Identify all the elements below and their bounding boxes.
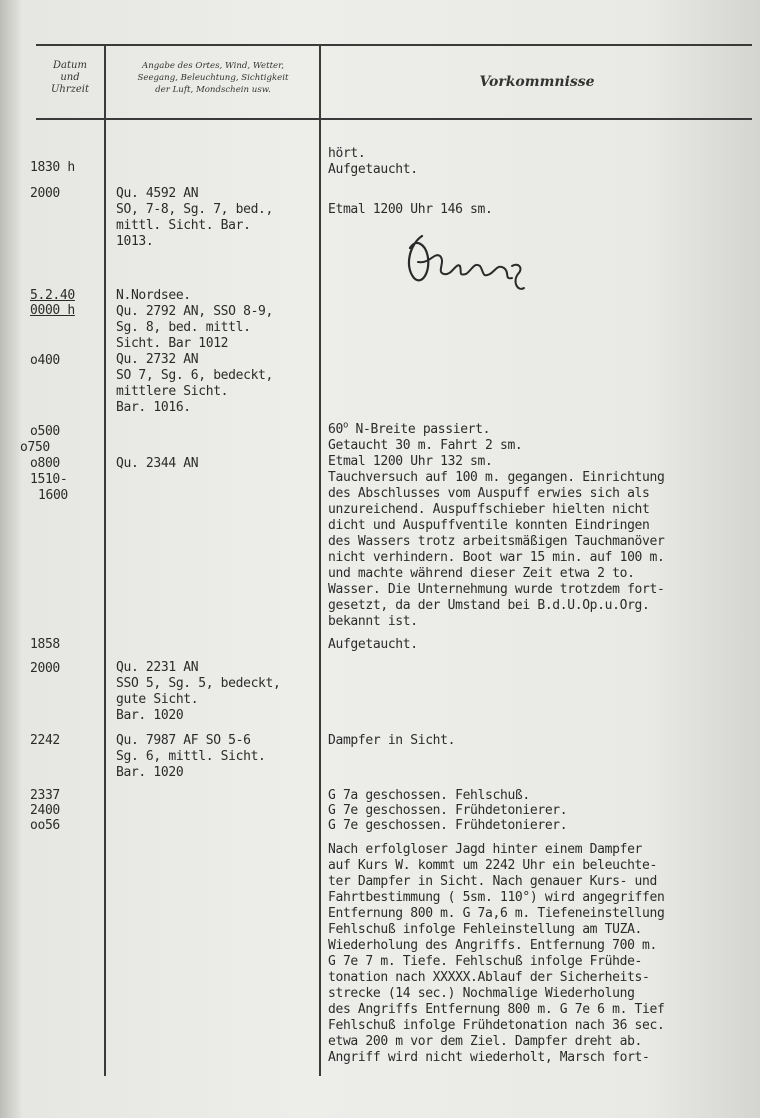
date-entry: o800 [30,456,60,471]
event-line: Tauchversuch auf 100 m. gegangen. Einrichtung [328,470,665,485]
event-line: Wiederholung des Angriffs. Entfernung 700 m. [328,938,657,953]
date-entry: 2242 [30,733,60,748]
position-line: Bar. 1020 [116,765,184,780]
event-line: ter Dampfer in Sicht. Nach genauer Kurs- und [328,874,657,889]
position-line: Bar. 1016. [116,400,191,415]
date-entry: oo56 [30,818,60,833]
event-line: unzureichend. Auspuffschieber hielten nicht [328,502,650,517]
date-entry: 5.2.40 [30,288,75,303]
event-line: strecke (14 sec.) Nochmalige Wiederholung [328,986,635,1001]
event-line: etwa 200 m vor dem Ziel. Dampfer dreht ab. [328,1034,643,1049]
position-line: Qu. 7987 AF SO 5-6 [116,733,251,748]
position-line: Bar. 1020 [116,708,184,723]
position-line: N.Nordsee. [116,288,191,303]
date-entry: 0000 h [30,303,75,318]
event-line: Etmal 1200 Uhr 146 sm. [328,202,493,217]
event-line: und machte während dieser Zeit etwa 2 to. [328,566,635,581]
position-line: 1013. [116,234,154,249]
position-line: Sg. 8, bed. mittl. [116,320,251,335]
event-line: 60$^o$ N-Breite passiert. [328,420,491,437]
event-line: Aufgetaucht. [328,162,418,177]
date-entry: o400 [30,353,60,368]
position-line: SO 7, Sg. 6, bedeckt, [116,368,274,383]
event-line: Fahrtbestimmung ( 5sm. 110°) wird angegriffen [328,890,665,905]
event-line: Dampfer in Sicht. [328,733,456,748]
event-line: auf Kurs W. kommt um 2242 Uhr ein beleuchte- [328,858,657,873]
header-position: Angabe des Ortes, Wind, Wetter, Seegang, Beleuchtung, Sichtigkeit der Luft, Mondschein usw. [137,61,289,95]
position-line: Qu. 2231 AN [116,660,199,675]
date-entry: 1510- [30,472,68,487]
event-line: Wasser. Die Unternehmung wurde trotzdem fort- [328,582,665,597]
event-line: Fehlschuß infolge Frühdetonation nach 36 sec. [328,1018,665,1033]
event-line: bekannt ist. [328,614,418,629]
event-line: G 7e geschossen. Frühdetonierer. [328,818,568,833]
position-line: gute Sicht. [116,692,199,707]
position-line: SSO 5, Sg. 5, bedeckt, [116,676,281,691]
position-line: Qu. 2732 AN [116,352,199,367]
position-line: mittlere Sicht. [116,384,229,399]
event-line: Etmal 1200 Uhr 132 sm. [328,454,493,469]
event-line: gesetzt, da der Umstand bei B.d.U.Op.u.Org. [328,598,650,613]
event-line: G 7e 7 m. Tiefe. Fehlschuß infolge Frühde- [328,954,643,969]
event-line: nicht verhindern. Boot war 15 min. auf 100 m. [328,550,665,565]
date-entry: 2000 [30,661,60,676]
position-line: Sg. 6, mittl. Sicht. [116,749,266,764]
event-line: Angriff wird nicht wiederholt, Marsch fort- [328,1050,650,1065]
handwritten-signature-icon [400,222,540,302]
event-line: des Abschlusses vom Auspuff erwies sich als [328,486,650,501]
date-entry: o750 [20,440,50,455]
event-line: dicht und Auspuffventile konnten Eindringen [328,518,650,533]
column-rule-1 [104,46,106,1076]
event-line: des Wassers trotz arbeitsmäßigen Tauchmanöver [328,534,665,549]
header-date: Datum und Uhrzeit [50,60,90,95]
event-line: Entfernung 800 m. G 7a,6 m. Tiefeneinstellung [328,906,665,921]
date-entry: o500 [30,424,60,439]
event-line: Fehlschuß infolge Fehleinstellung am TUZA. [328,922,643,937]
position-line: Qu. 2792 AN, SSO 8-9, [116,304,274,319]
date-entry: 1600 [38,488,68,503]
top-rule [36,44,752,46]
event-line: Nach erfolgloser Jagd hinter einem Dampfer [328,842,643,857]
position-line: SO, 7-8, Sg. 7, bed., [116,202,274,217]
date-entry: 1830 h [30,160,75,175]
event-line: hört. [328,146,366,161]
date-entry: 2400 [30,803,60,818]
event-line: G 7a geschossen. Fehlschuß. [328,788,530,803]
column-rule-2 [319,46,321,1076]
event-line: tonation nach XXXXX.Ablauf der Sicherheits- [328,970,650,985]
header-rule [36,118,752,120]
header-events: Vorkommnisse [479,74,595,90]
date-entry: 2337 [30,788,60,803]
event-line: G 7e geschossen. Frühdetonierer. [328,803,568,818]
position-line: mittl. Sicht. Bar. [116,218,251,233]
event-line: des Angriffs Entfernung 800 m. G 7e 6 m. Tief [328,1002,665,1017]
position-line: Qu. 4592 AN [116,186,199,201]
position-line: Qu. 2344 AN [116,456,199,471]
event-line: Aufgetaucht. [328,637,418,652]
date-entry: 2000 [30,186,60,201]
date-entry: 1858 [30,637,60,652]
event-line: Getaucht 30 m. Fahrt 2 sm. [328,438,523,453]
position-line: Sicht. Bar 1012 [116,336,229,351]
